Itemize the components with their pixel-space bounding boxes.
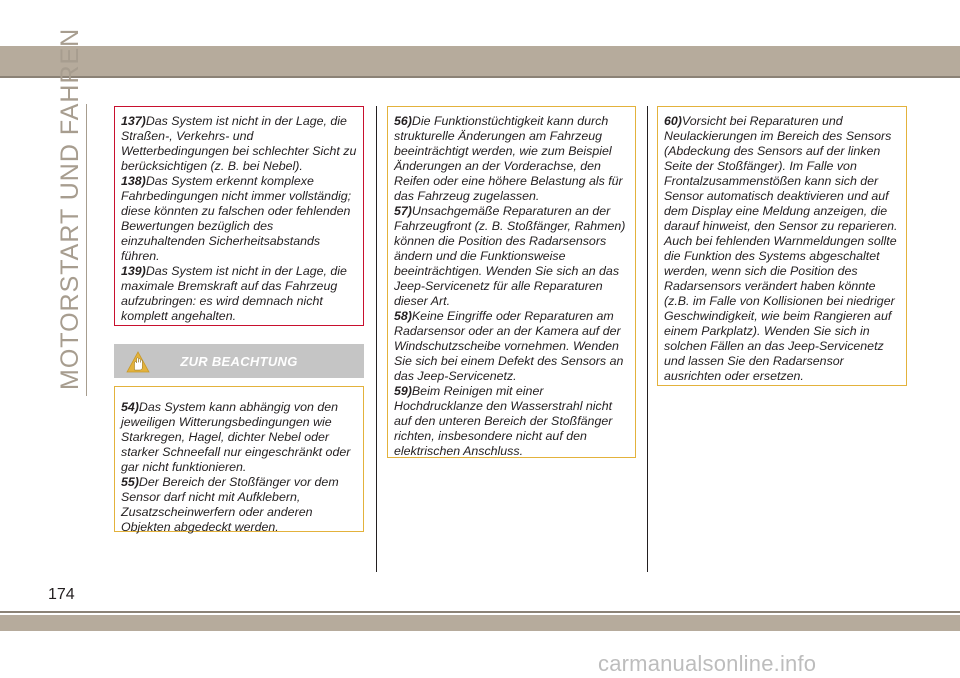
note-number: 139) bbox=[121, 264, 146, 278]
note-text: Das System ist nicht in der Lage, die maximale Bremskraft auf das Fahrzeug aufzubringen: es wird demnach nicht komplett angehalten. bbox=[121, 264, 347, 323]
note-item bbox=[121, 174, 357, 264]
section-title: MOTORSTART UND FAHREN bbox=[56, 27, 84, 390]
footer-band bbox=[0, 615, 960, 631]
note-text: Vorsicht bei Reparaturen und Neulackierungen im Bereich des Sensors (Abdeckung des Sensors auf der linken Seite der Stoßfänger). Im Falle von Frontalzusammenstößen kann sich der Sensor automatisch deaktivieren und auf dem Display eine Meldung anzeigen, die darauf hinweist, den Sensor zu reparieren. Auch bei fehlenden Warnmeldungen sollte die Funktion des Systems abgeschaltet werden, wenn sich die Position des Radarsensors verändert haben könnte (z.B. im Falle von Kollisionen bei niedriger Geschwindigkeit, wie beim Rangieren auf einem Parkplatz). Wenden Sie sich in solchen Fällen an das Jeep-Servicenetz und lassen Sie den Radarsensor ausrichten oder ersetzen. bbox=[664, 114, 898, 383]
note-number: 137) bbox=[121, 114, 146, 128]
note-item bbox=[121, 114, 357, 174]
note-text: Unsachgemäße Reparaturen an der Fahrzeugfront (z. B. Stoßfänger, Rahmen) können die Position des Radarsensors ändern und die Funktionsweise beeinträchtigen. Wenden Sie sich an das Jeep-Servicenetz für alle Reparaturen dieser Art. bbox=[394, 204, 626, 308]
note-number: 138) bbox=[121, 174, 146, 188]
note-text: Der Bereich der Stoßfänger vor dem Sensor darf nicht mit Aufklebern, Zusatzscheinwerfern oder anderen Objekten abgedeckt werden. bbox=[121, 475, 339, 534]
note-number: 58) bbox=[394, 309, 412, 323]
note-text: Keine Eingriffe oder Reparaturen am Radarsensor oder an der Kamera auf der Windschutzscheibe vornehmen. Wenden Sie sich bei einem Defekt des Sensors an das Jeep-Servicenetz. bbox=[394, 309, 624, 383]
warning-notes-box bbox=[387, 106, 636, 458]
note-item bbox=[664, 114, 900, 384]
warning-notes-box bbox=[657, 106, 907, 386]
header-band bbox=[0, 46, 960, 76]
note-item bbox=[121, 400, 357, 475]
note-number: 54) bbox=[121, 400, 139, 414]
note-text: Das System ist nicht in der Lage, die Straßen-, Verkehrs- und Wetterbedingungen bei schlechter Sicht zu berücksichtigen (z. B. bei Nebel). bbox=[121, 114, 357, 173]
note-item bbox=[394, 309, 629, 384]
note-item bbox=[121, 264, 357, 324]
note-number: 60) bbox=[664, 114, 682, 128]
note-text: Das System erkennt komplexe Fahrbedingungen nicht immer vollständig; diese könnten zu falschen oder fehlenden Bewertungen bezüglich des einzuhaltenden Sicherheitsabstands führen. bbox=[121, 174, 352, 263]
column-divider bbox=[647, 106, 648, 572]
note-text: Das System kann abhängig von den jeweiligen Witterungsbedingungen wie Starkregen, Hagel, dichter Nebel oder starker Schneefall nur eingeschränkt oder gar nicht funktionieren. bbox=[121, 400, 351, 474]
note-number: 55) bbox=[121, 475, 139, 489]
warning-notes-box bbox=[114, 386, 364, 532]
warning-title: ZUR BEACHTUNG bbox=[180, 354, 298, 369]
footer-rule bbox=[0, 611, 960, 613]
watermark: carmanualsonline.info bbox=[598, 651, 817, 676]
warning-header bbox=[114, 344, 364, 378]
note-number: 57) bbox=[394, 204, 412, 218]
section-divider bbox=[86, 104, 87, 396]
column-divider bbox=[376, 106, 377, 572]
note-text: Beim Reinigen mit einer Hochdrucklanze den Wasserstrahl nicht auf den unteren Bereich der Stoßfänger richten, insbesondere nicht auf den elektrischen Anschluss. bbox=[394, 384, 613, 458]
note-number: 59) bbox=[394, 384, 412, 398]
note-item bbox=[121, 475, 357, 535]
caution-notes-box bbox=[114, 106, 364, 326]
note-number: 56) bbox=[394, 114, 412, 128]
header-rule bbox=[0, 76, 960, 78]
note-item bbox=[394, 204, 629, 309]
page-number: 174 bbox=[48, 586, 75, 603]
note-item bbox=[394, 114, 629, 204]
note-item bbox=[394, 384, 629, 459]
note-text: Die Funktionstüchtigkeit kann durch strukturelle Änderungen am Fahrzeug beeinträchtigt werden, wie zum Beispiel Änderungen an der Vorderachse, den Reifen oder eine höhere Belastung als für das Fahrzeug zugelassen. bbox=[394, 114, 623, 203]
